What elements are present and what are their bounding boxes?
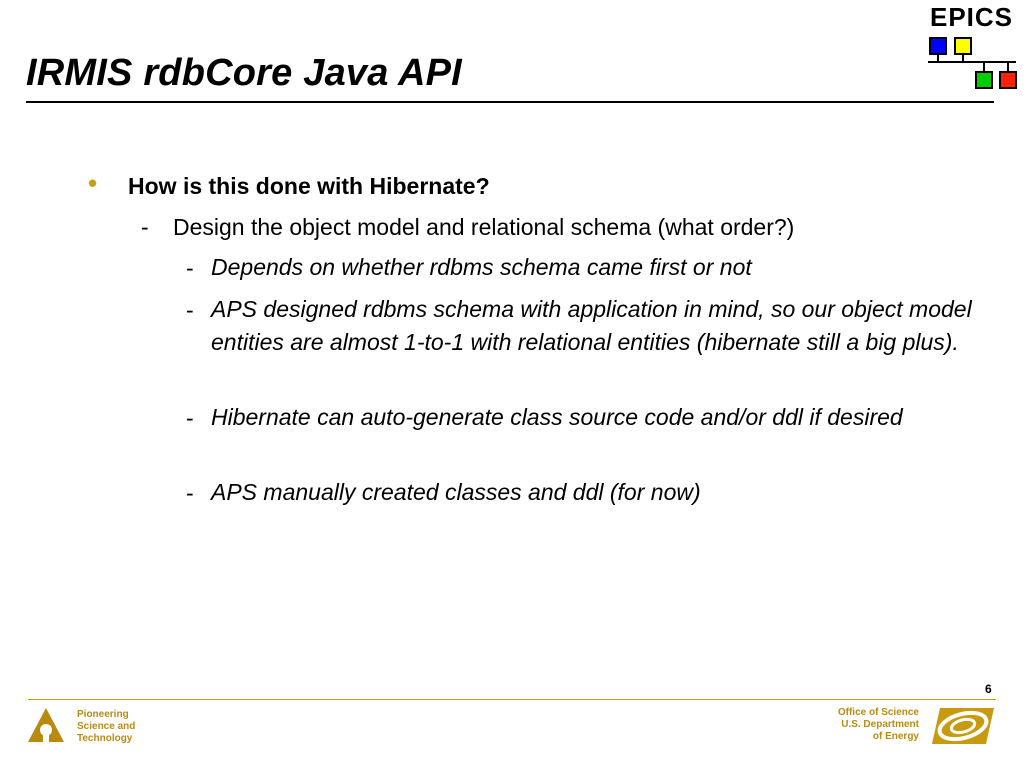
argonne-logo-icon [26, 706, 66, 746]
footer-left-line: Science and [77, 721, 136, 732]
epics-label: EPICS [930, 2, 1014, 32]
page-number: 6 [985, 682, 992, 696]
dash-marker: - [186, 480, 194, 506]
epics-network-icon [926, 32, 1022, 98]
heading-bullet: How is this done with Hibernate? [128, 173, 490, 199]
dash-marker: - [186, 297, 194, 323]
list-item: Hibernate can auto-generate class source code and/or ddl if desired [211, 404, 903, 430]
footer-left-line: Pioneering [77, 709, 129, 720]
list-item: APS manually created classes and ddl (for now) [211, 479, 701, 505]
footer-right-line: U.S. Department [841, 719, 919, 730]
slide-title: IRMIS rdbCore Java API [26, 52, 462, 94]
footer-left-line: Technology [77, 733, 133, 744]
bullet-dot-icon: • [88, 168, 98, 198]
footer-right-line: Office of Science [837, 707, 919, 718]
footer-divider [28, 699, 996, 700]
title-divider [26, 101, 994, 103]
dash-marker: - [186, 405, 194, 431]
doe-logo-icon [930, 706, 996, 746]
sub-bullet: Design the object model and relational schema (what order?) [173, 214, 795, 240]
footer-right-text [838, 707, 919, 743]
dash-marker: - [186, 255, 194, 281]
footer-right-line: of Energy [872, 731, 919, 742]
list-item: Depends on whether rdbms schema came first or not [211, 254, 752, 280]
list-item: APS designed rdbms schema with application in mind, so our object model entities are almost 1-to-1 with relational entities (hibernate still a big plus). [211, 296, 972, 355]
footer-left-text [77, 709, 135, 745]
dash-marker: - [141, 214, 149, 240]
